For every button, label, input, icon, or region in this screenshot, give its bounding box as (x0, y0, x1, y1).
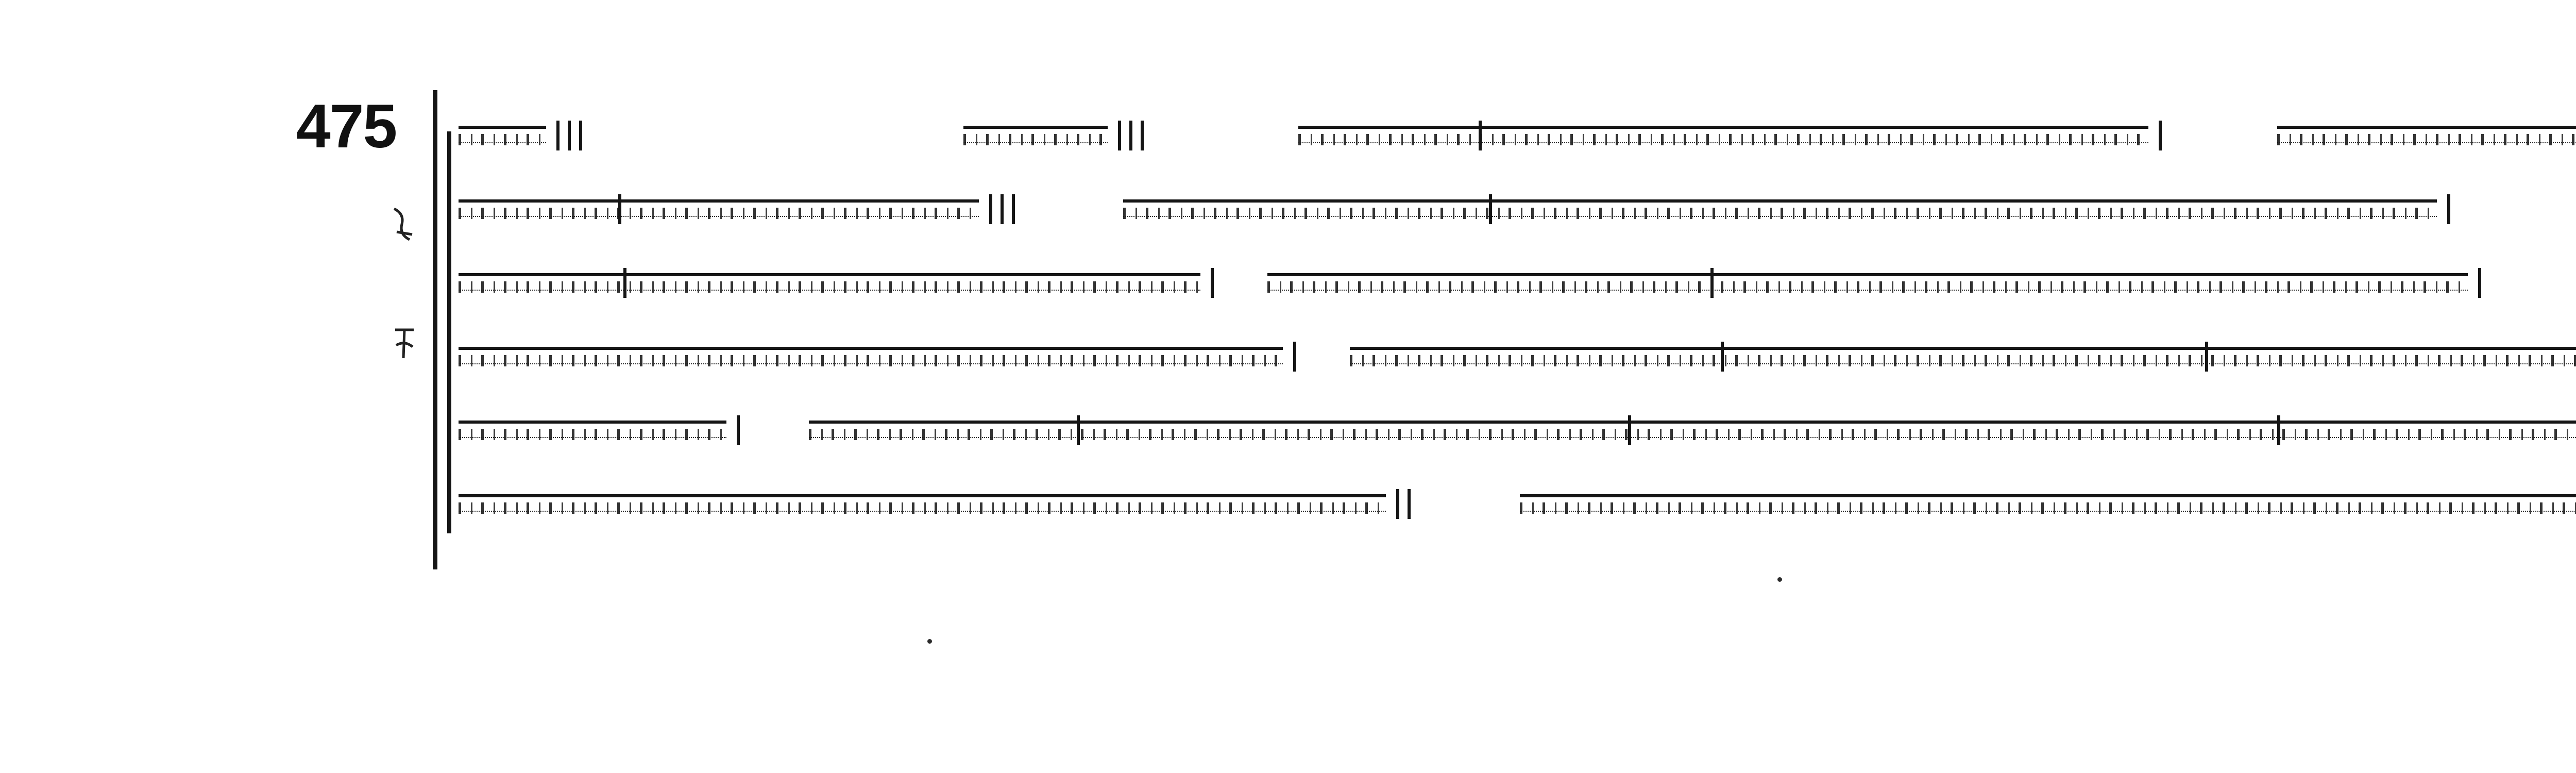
page-number: 475 (296, 92, 397, 161)
text-line (453, 245, 2576, 319)
frame-left-inner-rule (447, 131, 451, 533)
manuscript-text-block (453, 98, 2576, 541)
text-line (453, 98, 2576, 172)
text-line (453, 319, 2576, 393)
frame-left-outer-rule (433, 90, 437, 569)
ink-speck (927, 639, 932, 644)
margin-annotation-glyph (389, 204, 420, 250)
text-line (453, 172, 2576, 245)
ink-speck (1777, 577, 1782, 582)
margin-annotation-glyph (389, 322, 420, 368)
text-line (453, 466, 2576, 540)
text-line (453, 393, 2576, 466)
